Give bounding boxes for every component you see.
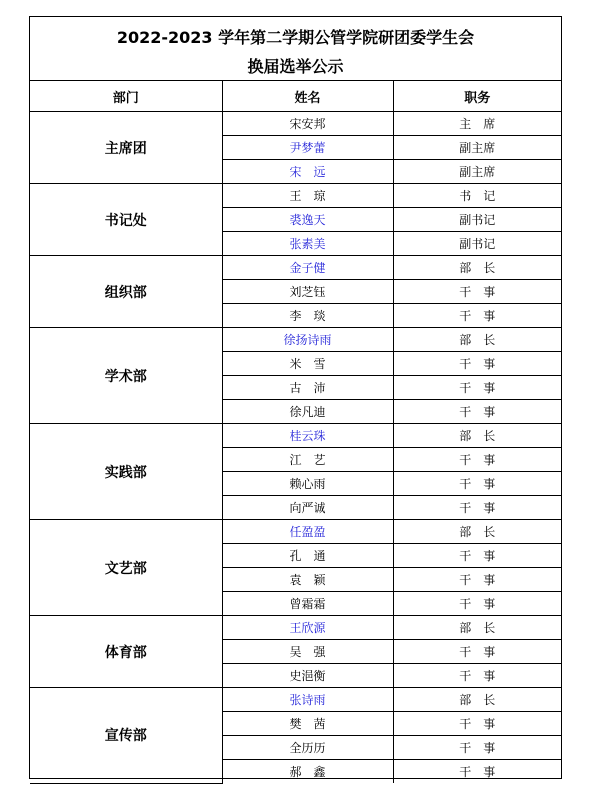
member-role-cell: 副书记 bbox=[393, 208, 561, 232]
member-role-cell: 主 席 bbox=[393, 112, 561, 136]
table-row bbox=[30, 616, 561, 640]
member-role-cell: 干 事 bbox=[393, 640, 561, 664]
member-role-cell: 部 长 bbox=[393, 688, 561, 712]
column-header-name: 姓名 bbox=[222, 81, 393, 112]
member-name-cell: 金子健 bbox=[222, 256, 393, 280]
department-cell: 文艺部 bbox=[30, 520, 222, 616]
table-row bbox=[30, 328, 561, 352]
member-name-cell: 张素美 bbox=[222, 232, 393, 256]
header-row bbox=[30, 81, 561, 112]
member-name-cell: 刘芝钰 bbox=[222, 280, 393, 304]
member-role-cell: 干 事 bbox=[393, 472, 561, 496]
table-row bbox=[30, 424, 561, 448]
member-name-cell: 徐凡迪 bbox=[222, 400, 393, 424]
table-row bbox=[30, 112, 561, 136]
member-name-cell: 郝 鑫 bbox=[222, 760, 393, 784]
member-role-cell: 干 事 bbox=[393, 400, 561, 424]
department-cell: 实践部 bbox=[30, 424, 222, 520]
department-cell: 组织部 bbox=[30, 256, 222, 328]
member-name-cell: 桂云珠 bbox=[222, 424, 393, 448]
table-row bbox=[30, 688, 561, 712]
member-role-cell: 副书记 bbox=[393, 232, 561, 256]
member-role-cell: 干 事 bbox=[393, 664, 561, 688]
member-name-cell: 向严诚 bbox=[222, 496, 393, 520]
member-name-cell: 宋 远 bbox=[222, 160, 393, 184]
member-name-cell: 张诗雨 bbox=[222, 688, 393, 712]
member-name-cell: 王 琼 bbox=[222, 184, 393, 208]
member-role-cell: 干 事 bbox=[393, 568, 561, 592]
member-name-cell: 全历历 bbox=[222, 736, 393, 760]
document-subtitle: 换届选举公示 bbox=[247, 57, 344, 76]
member-role-cell: 干 事 bbox=[393, 592, 561, 616]
member-role-cell: 部 长 bbox=[393, 328, 561, 352]
member-role-cell: 干 事 bbox=[393, 544, 561, 568]
member-name-cell: 任盈盈 bbox=[222, 520, 393, 544]
roster-body bbox=[30, 112, 561, 784]
member-name-cell: 尹梦蕾 bbox=[222, 136, 393, 160]
member-role-cell: 干 事 bbox=[393, 448, 561, 472]
member-name-cell: 古 沛 bbox=[222, 376, 393, 400]
roster-table bbox=[30, 80, 561, 784]
member-name-cell: 江 艺 bbox=[222, 448, 393, 472]
member-name-cell: 吴 强 bbox=[222, 640, 393, 664]
member-name-cell: 宋安邦 bbox=[222, 112, 393, 136]
document-title: 2022-2023 学年第二学期公管学院研团委学生会 bbox=[116, 28, 475, 47]
member-name-cell: 赖心雨 bbox=[222, 472, 393, 496]
department-cell: 体育部 bbox=[30, 616, 222, 688]
member-role-cell: 干 事 bbox=[393, 352, 561, 376]
department-cell: 学术部 bbox=[30, 328, 222, 424]
election-notice-sheet bbox=[29, 16, 562, 779]
member-role-cell: 干 事 bbox=[393, 280, 561, 304]
member-name-cell: 徐扬诗雨 bbox=[222, 328, 393, 352]
column-header-dept: 部门 bbox=[30, 81, 222, 112]
member-role-cell: 干 事 bbox=[393, 376, 561, 400]
member-role-cell: 部 长 bbox=[393, 520, 561, 544]
member-name-cell: 王欣源 bbox=[222, 616, 393, 640]
member-name-cell: 李 琰 bbox=[222, 304, 393, 328]
column-header-role: 职务 bbox=[393, 81, 561, 112]
member-name-cell: 裘逸天 bbox=[222, 208, 393, 232]
department-cell: 主席团 bbox=[30, 112, 222, 184]
member-name-cell: 袁 颖 bbox=[222, 568, 393, 592]
member-role-cell: 部 长 bbox=[393, 424, 561, 448]
member-role-cell: 干 事 bbox=[393, 304, 561, 328]
member-name-cell: 米 雪 bbox=[222, 352, 393, 376]
member-role-cell: 部 长 bbox=[393, 256, 561, 280]
table-row bbox=[30, 184, 561, 208]
department-cell: 书记处 bbox=[30, 184, 222, 256]
member-role-cell: 干 事 bbox=[393, 760, 561, 784]
member-role-cell: 部 长 bbox=[393, 616, 561, 640]
member-name-cell: 曾霜霜 bbox=[222, 592, 393, 616]
member-role-cell: 副主席 bbox=[393, 136, 561, 160]
member-role-cell: 书 记 bbox=[393, 184, 561, 208]
member-name-cell: 孔 通 bbox=[222, 544, 393, 568]
member-role-cell: 副主席 bbox=[393, 160, 561, 184]
member-role-cell: 干 事 bbox=[393, 712, 561, 736]
member-role-cell: 干 事 bbox=[393, 496, 561, 520]
table-row bbox=[30, 256, 561, 280]
member-name-cell: 樊 茜 bbox=[222, 712, 393, 736]
department-cell: 宣传部 bbox=[30, 688, 222, 784]
member-name-cell: 史浥衡 bbox=[222, 664, 393, 688]
title-block bbox=[30, 17, 561, 81]
table-row bbox=[30, 520, 561, 544]
member-role-cell: 干 事 bbox=[393, 736, 561, 760]
